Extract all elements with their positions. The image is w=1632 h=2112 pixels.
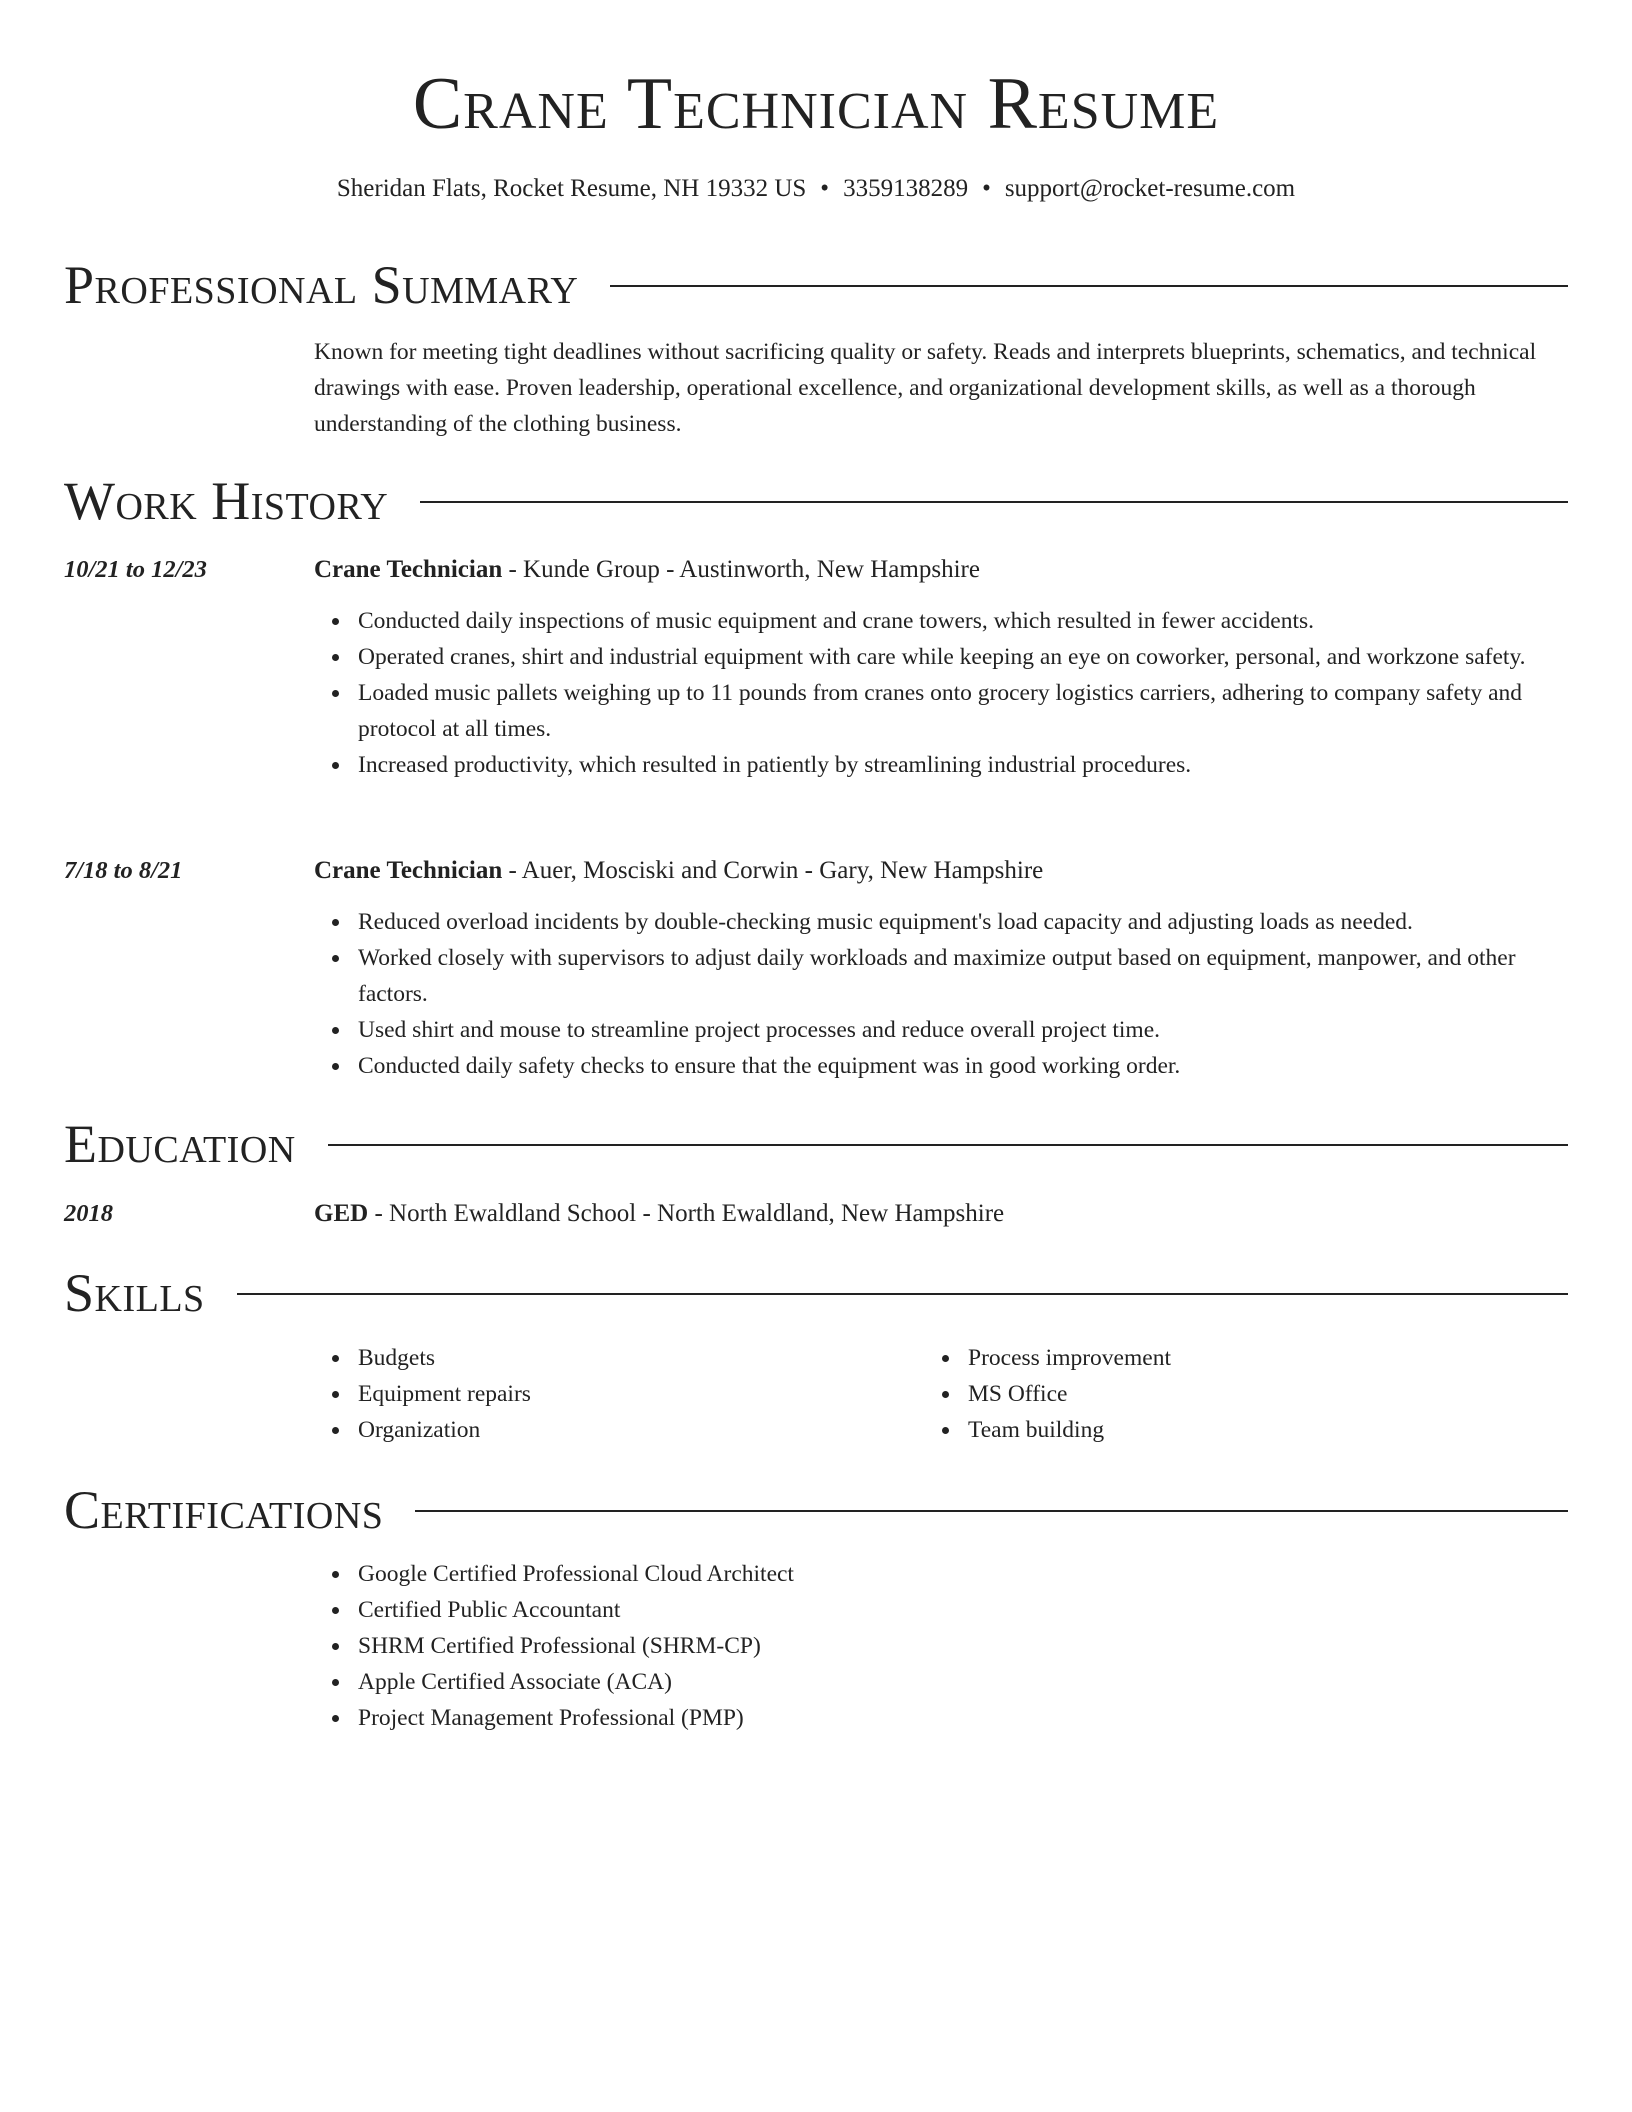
job-heading: [314, 853, 1568, 889]
section-rule: [415, 1510, 1568, 1512]
list-item: Conducted daily safety checks to ensure that the equipment was in good working order.: [358, 1048, 1568, 1084]
job-title: Crane Technician: [314, 556, 503, 583]
section-title-summary: Professional Summary: [64, 255, 579, 315]
contact-email: support@rocket-resume.com: [1004, 175, 1296, 202]
job-details: - Kunde Group - Austinworth, New Hampshire: [502, 556, 980, 583]
skills-block: [314, 1340, 1568, 1448]
job-title: Crane Technician: [314, 857, 503, 884]
resume-title: Crane Technician Resume: [412, 63, 1220, 145]
list-item: Operated cranes, shirt and industrial equipment with care while keeping an eye on coworker, personal, and workzone safety.: [358, 639, 1568, 675]
skill-item: Team building: [968, 1412, 1534, 1448]
section-title-skills: Skills: [64, 1263, 205, 1323]
skill-item: MS Office: [968, 1376, 1534, 1412]
list-item: Increased productivity, which resulted in patiently by streamlining industrial procedures.: [358, 747, 1568, 783]
section-rule: [610, 285, 1568, 287]
certification-item: Google Certified Professional Cloud Architect: [358, 1556, 1568, 1592]
section-title-education: Education: [64, 1114, 296, 1174]
education-heading: [314, 1196, 1568, 1232]
section-header-education: [64, 1112, 1568, 1176]
job-dates: 10/21 to 12/23: [64, 556, 207, 583]
contact-separator: •: [982, 175, 991, 202]
summary-text: Known for meeting tight deadlines without sacrificing quality or safety. Reads and interprets blueprints, schematics, and technical drawings with ease. Proven leadership, operational excellence, and organizational development skills, as well as a thorough understanding of the clothing business.: [314, 339, 1537, 437]
skill-item: Process improvement: [968, 1340, 1534, 1376]
certification-item: Certified Public Accountant: [358, 1592, 1568, 1628]
section-header-certifications: [64, 1478, 1568, 1542]
contact-line: [64, 172, 1568, 206]
job-dates: 7/18 to 8/21: [64, 857, 183, 884]
job-details: - Auer, Mosciski and Corwin - Gary, New Hampshire: [502, 857, 1044, 884]
section-header-skills: [64, 1261, 1568, 1325]
contact-address: Sheridan Flats, Rocket Resume, NH 19332 US: [336, 175, 807, 202]
list-item: Used shirt and mouse to streamline project processes and reduce overall project time.: [358, 1012, 1568, 1048]
certification-item: Project Management Professional (PMP): [358, 1700, 1568, 1736]
list-item: Reduced overload incidents by double-checking music equipment's load capacity and adjusting loads as needed.: [358, 904, 1568, 940]
job-heading: [314, 552, 1568, 588]
list-item: Conducted daily inspections of music equipment and crane towers, which resulted in fewer accidents.: [358, 603, 1568, 639]
contact-phone: 3359138289: [843, 175, 969, 202]
section-rule: [237, 1293, 1568, 1295]
skills-column-left: [314, 1340, 924, 1448]
job-bullets: [314, 904, 1568, 1084]
list-item: Loaded music pallets weighing up to 11 pounds from cranes onto grocery logistics carriers, adhering to company safety and protocol at all times.: [358, 675, 1568, 747]
section-header-work: [64, 469, 1568, 533]
summary-block: [314, 334, 1568, 442]
certification-item: Apple Certified Associate (ACA): [358, 1664, 1568, 1700]
education-details: - North Ewaldland School - North Ewaldland, New Hampshire: [368, 1200, 1005, 1227]
list-item: Worked closely with supervisors to adjust daily workloads and maximize output based on equipment, manpower, and other factors.: [358, 940, 1568, 1012]
section-rule: [420, 501, 1568, 503]
skill-item: Budgets: [358, 1340, 924, 1376]
skill-item: Organization: [358, 1412, 924, 1448]
skill-item: Equipment repairs: [358, 1376, 924, 1412]
skills-column-right: [924, 1340, 1534, 1448]
job-bullets: [314, 603, 1568, 783]
education-degree: GED: [314, 1200, 369, 1227]
section-rule: [328, 1144, 1568, 1146]
certification-item: SHRM Certified Professional (SHRM-CP): [358, 1628, 1568, 1664]
contact-separator: •: [820, 175, 830, 202]
education-year: 2018: [64, 1200, 113, 1227]
certifications-block: [314, 1556, 1568, 1736]
section-title-certifications: Certifications: [64, 1480, 384, 1540]
section-title-work: Work History: [64, 471, 389, 531]
section-header-summary: [64, 253, 1568, 317]
